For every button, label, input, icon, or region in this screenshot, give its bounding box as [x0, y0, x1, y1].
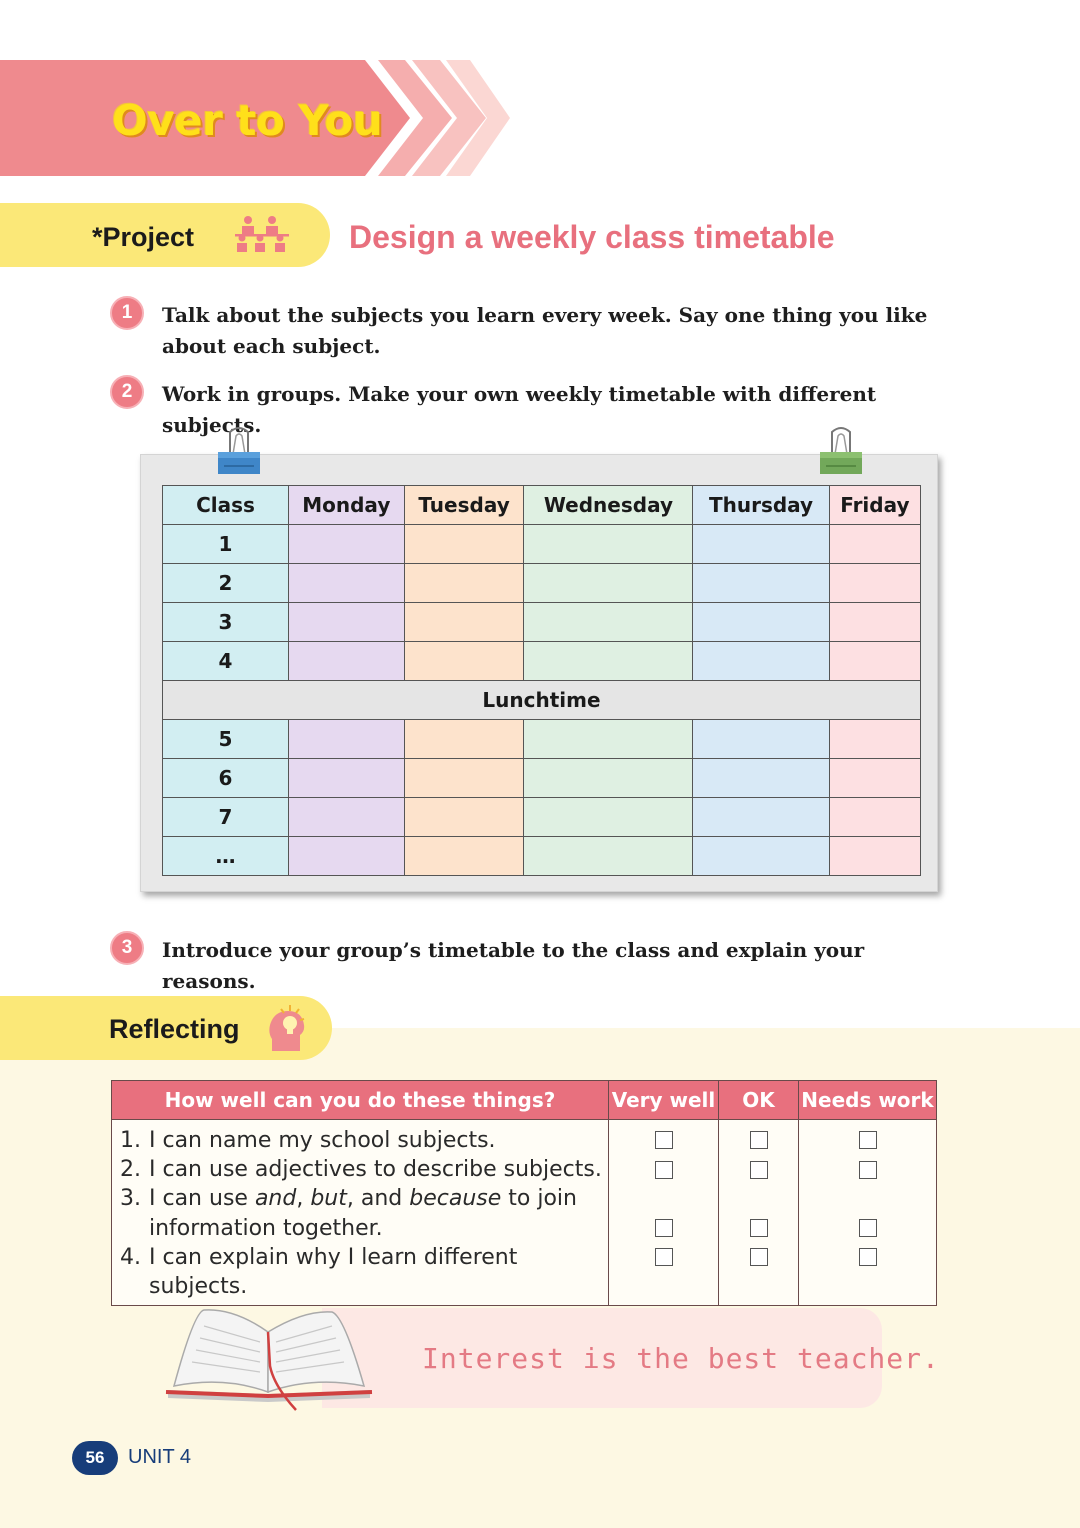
timetable-cell[interactable] — [693, 798, 829, 837]
binder-clip-icon — [818, 426, 864, 478]
timetable-cell[interactable] — [693, 759, 829, 798]
class-period: 1 — [163, 525, 289, 564]
header-class: Class — [163, 486, 289, 525]
timetable-cell[interactable] — [289, 837, 405, 876]
page-title: Over to You — [112, 96, 383, 145]
header-needs-work: Needs work — [799, 1081, 937, 1120]
group-of-people-icon — [234, 214, 290, 256]
table-row — [163, 525, 921, 564]
class-period: 4 — [163, 642, 289, 681]
timetable-cell[interactable] — [289, 759, 405, 798]
timetable-cell[interactable] — [524, 837, 693, 876]
checkbox-needs-work-4[interactable] — [859, 1248, 877, 1266]
timetable-cell[interactable] — [829, 720, 920, 759]
table-row — [163, 759, 921, 798]
very-well-column — [609, 1120, 719, 1306]
checkbox-ok-1[interactable] — [750, 1131, 768, 1149]
lunch-row — [163, 681, 921, 720]
checkbox-very-well-1[interactable] — [655, 1131, 673, 1149]
step-number-1: 1 — [110, 296, 144, 330]
class-period: 7 — [163, 798, 289, 837]
timetable-cell[interactable] — [693, 837, 829, 876]
item-number: 3. — [120, 1186, 141, 1212]
item-text: I can name my school subjects. — [149, 1128, 496, 1153]
table-row — [163, 642, 921, 681]
list-item — [120, 1155, 608, 1184]
checkbox-very-well-2[interactable] — [655, 1161, 673, 1179]
timetable-cell[interactable] — [524, 720, 693, 759]
table-row — [163, 564, 921, 603]
checkbox-needs-work-2[interactable] — [859, 1161, 877, 1179]
timetable-cell[interactable] — [829, 798, 920, 837]
item-text: information together. — [149, 1215, 383, 1241]
open-book-icon — [164, 1306, 374, 1414]
timetable-cell[interactable] — [829, 642, 920, 681]
class-period: 6 — [163, 759, 289, 798]
lunchtime-label: Lunchtime — [163, 681, 921, 720]
project-label: *Project — [92, 222, 195, 252]
timetable-cell[interactable] — [524, 759, 693, 798]
timetable-cell[interactable] — [524, 642, 693, 681]
step-text-2: Work in groups. Make your own weekly timetable with different subjects. — [162, 382, 877, 437]
timetable-cell[interactable] — [693, 603, 829, 642]
header-friday: Friday — [829, 486, 920, 525]
needs-work-column — [799, 1120, 937, 1306]
timetable-cell[interactable] — [404, 564, 524, 603]
list-item-continuation — [120, 1214, 608, 1243]
timetable-cell[interactable] — [404, 798, 524, 837]
header-thursday: Thursday — [693, 486, 829, 525]
reflecting-items — [112, 1120, 609, 1306]
timetable-cell[interactable] — [829, 837, 920, 876]
header-question: How well can you do these things? — [112, 1081, 609, 1120]
timetable-cell[interactable] — [524, 525, 693, 564]
step-text-1: Talk about the subjects you learn every week. Say one thing you like about each subject. — [162, 303, 928, 358]
timetable-cell[interactable] — [289, 720, 405, 759]
step-number-3: 3 — [110, 931, 144, 965]
header-ok: OK — [719, 1081, 799, 1120]
reflecting-label: Reflecting — [109, 1014, 240, 1044]
timetable-cell[interactable] — [289, 525, 405, 564]
table-row — [163, 798, 921, 837]
class-period: 2 — [163, 564, 289, 603]
lightbulb-head-icon — [266, 1003, 308, 1053]
page-number: 56 — [72, 1441, 118, 1475]
item-text: I can use adjectives to describe subjects. — [149, 1157, 602, 1183]
timetable-cell[interactable] — [404, 837, 524, 876]
item-number: 2. — [120, 1157, 141, 1183]
header-wednesday: Wednesday — [524, 486, 693, 525]
timetable-cell[interactable] — [829, 759, 920, 798]
header-tuesday: Tuesday — [404, 486, 524, 525]
class-period: 5 — [163, 720, 289, 759]
item-text: I can use and, but, and because to join — [149, 1186, 577, 1212]
timetable-cell[interactable] — [404, 603, 524, 642]
timetable-cell[interactable] — [829, 564, 920, 603]
timetable — [162, 485, 921, 876]
timetable-header-row — [163, 486, 921, 525]
binder-clip-icon — [216, 426, 262, 478]
checkbox-needs-work-3[interactable] — [859, 1219, 877, 1237]
timetable-cell[interactable] — [289, 642, 405, 681]
list-item — [120, 1184, 608, 1213]
ok-column — [719, 1120, 799, 1306]
step-text-3: Introduce your group’s timetable to the class and explain your reasons. — [162, 938, 865, 993]
list-item — [120, 1126, 608, 1155]
timetable-cell[interactable] — [404, 525, 524, 564]
timetable-cell[interactable] — [289, 564, 405, 603]
checkbox-very-well-4[interactable] — [655, 1248, 673, 1266]
timetable-cell[interactable] — [829, 603, 920, 642]
header-very-well: Very well — [609, 1081, 719, 1120]
item-number: 1. — [120, 1128, 141, 1153]
timetable-cell[interactable] — [693, 642, 829, 681]
timetable-cell[interactable] — [829, 525, 920, 564]
checkbox-very-well-3[interactable] — [655, 1219, 673, 1237]
table-row — [163, 720, 921, 759]
checkbox-needs-work-1[interactable] — [859, 1131, 877, 1149]
list-item — [120, 1243, 608, 1301]
reflecting-body-row — [112, 1120, 937, 1306]
timetable-cell[interactable] — [693, 564, 829, 603]
timetable-cell[interactable] — [289, 603, 405, 642]
timetable-cell[interactable] — [693, 525, 829, 564]
timetable-cell[interactable] — [404, 759, 524, 798]
header-monday: Monday — [289, 486, 405, 525]
item-text: I can explain why I learn different subjects. — [149, 1244, 518, 1300]
project-title: Design a weekly class timetable — [349, 219, 835, 255]
checkbox-ok-3[interactable] — [750, 1219, 768, 1237]
table-row — [163, 837, 921, 876]
timetable-cell[interactable] — [693, 720, 829, 759]
checkbox-ok-4[interactable] — [750, 1248, 768, 1266]
reflecting-header-row — [112, 1081, 937, 1120]
unit-label: UNIT 4 — [128, 1446, 191, 1468]
timetable-cell[interactable] — [524, 603, 693, 642]
timetable-cell[interactable] — [404, 642, 524, 681]
class-period: 3 — [163, 603, 289, 642]
quote-text: Interest is the best teacher. — [422, 1342, 940, 1375]
table-row — [163, 603, 921, 642]
timetable-cell[interactable] — [524, 564, 693, 603]
class-period: … — [163, 837, 289, 876]
timetable-cell[interactable] — [524, 798, 693, 837]
timetable-cell[interactable] — [289, 798, 405, 837]
item-number: 4. — [120, 1244, 141, 1270]
timetable-cell[interactable] — [404, 720, 524, 759]
checkbox-ok-2[interactable] — [750, 1161, 768, 1179]
step-number-2: 2 — [110, 375, 144, 409]
reflecting-table — [111, 1080, 937, 1306]
